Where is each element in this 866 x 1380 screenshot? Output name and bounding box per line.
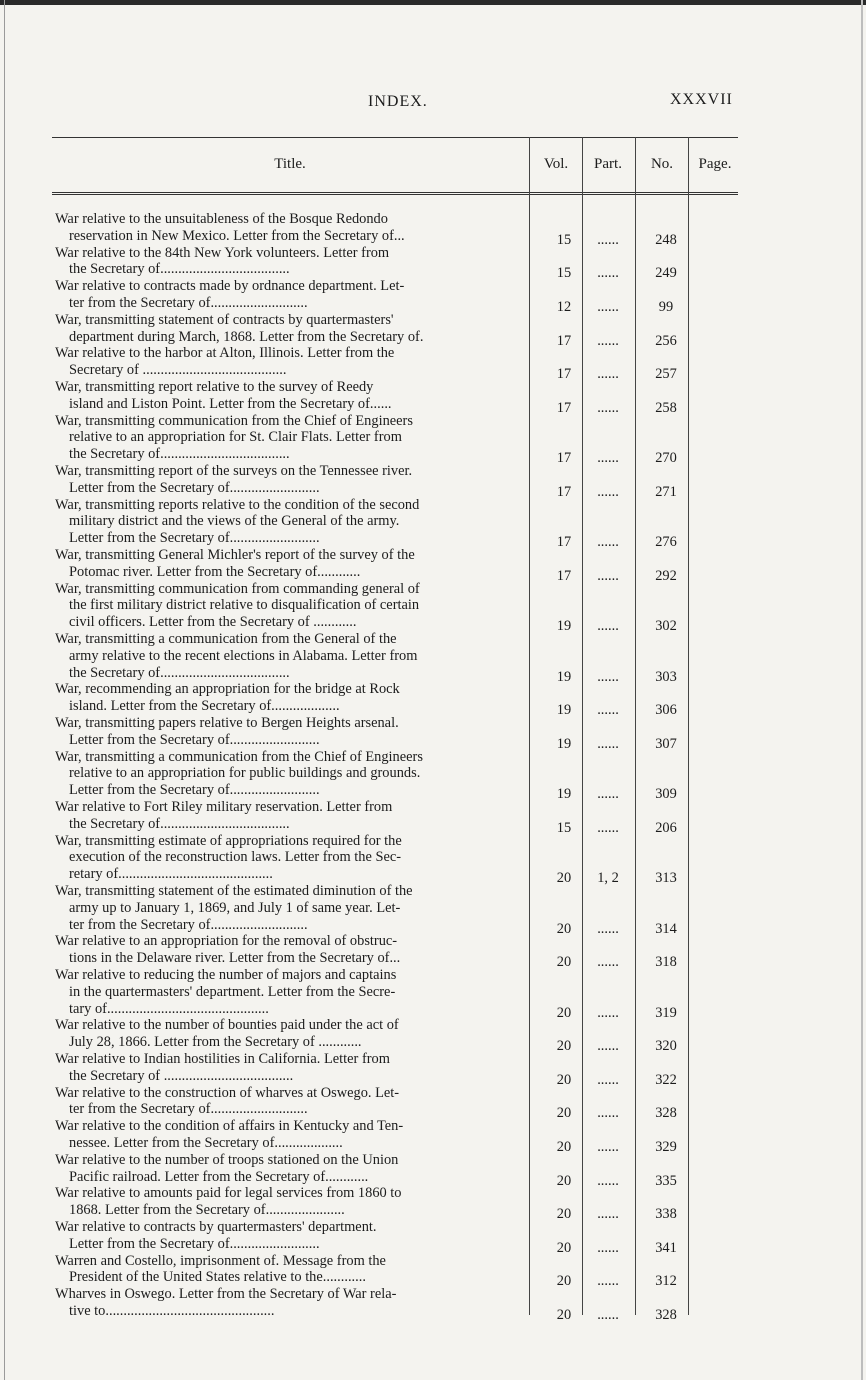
entry-line: execution of the reconstruction laws. Letter from the Sec-: [69, 849, 402, 866]
vol-cell: 20: [556, 870, 572, 887]
vol-cell: 12: [556, 298, 572, 315]
vol-cell: 17: [556, 483, 572, 500]
vol-cell: 19: [556, 702, 572, 719]
entry-title: [55, 1051, 525, 1085]
entry-line: island. Letter from the Secretary of...................: [69, 698, 340, 715]
number-cell: 270: [655, 450, 677, 467]
column-header-part: Part.: [594, 156, 622, 172]
number-cell: 309: [655, 786, 677, 803]
part-cell: ......: [597, 1206, 619, 1223]
number-cell: 206: [655, 819, 677, 836]
entry-line: War relative to contracts made by ordnance department. Let-: [55, 278, 405, 295]
column-header-title: Title.: [274, 156, 306, 172]
vol-cell: 20: [556, 954, 572, 971]
part-cell: ......: [597, 298, 619, 315]
entry-line: 1868. Letter from the Secretary of......................: [69, 1202, 345, 1219]
part-cell: ......: [597, 450, 619, 467]
part-cell: ......: [597, 819, 619, 836]
entry-line: Wharves in Oswego. Letter from the Secretary of War rela-: [55, 1286, 397, 1303]
part-cell: ......: [597, 265, 619, 282]
entry-line: War relative to contracts by quartermasters' department.: [55, 1219, 377, 1235]
vol-cell: 17: [556, 567, 572, 584]
number-cell: 341: [655, 1239, 677, 1256]
part-cell: ......: [597, 702, 619, 719]
column-header-no: No.: [650, 156, 674, 172]
entry-line: civil officers. Letter from the Secretary of ............: [69, 614, 357, 631]
entry-title: [55, 967, 525, 1017]
number-cell: 307: [655, 735, 677, 752]
part-cell: ......: [597, 618, 619, 635]
number-cell: 318: [655, 954, 677, 971]
entry-line: army relative to the recent elections in Alabama. Letter from: [69, 647, 418, 664]
vol-cell: 19: [556, 618, 572, 635]
entry-line: War relative to the harbor at Alton, Illinois. Letter from the: [55, 345, 395, 362]
entry-line: War, transmitting General Michler's report of the survey of the: [55, 547, 415, 563]
number-cell: 319: [655, 1004, 677, 1021]
entry-title: [55, 1253, 525, 1287]
entry-line: military district and the views of the General of the army.: [69, 513, 400, 530]
number-cell: 322: [655, 1071, 677, 1088]
vol-cell: 20: [556, 1206, 572, 1223]
entry-line: War, transmitting communication from the Chief of Engineers: [55, 412, 413, 429]
entry-title: [55, 749, 525, 799]
entry-line: Letter from the Secretary of.........................: [69, 1235, 320, 1252]
entry-line: ter from the Secretary of...........................: [69, 916, 308, 933]
entry-title: [55, 278, 525, 312]
entry-title: [55, 345, 525, 379]
entry-title: [55, 1185, 525, 1219]
part-cell: ......: [597, 1038, 619, 1055]
number-cell: 320: [655, 1038, 677, 1055]
entry-line: War, transmitting estimate of appropriations required for the: [55, 832, 402, 849]
entry-title: [55, 883, 525, 933]
vol-cell: 19: [556, 668, 572, 685]
entry-title: [55, 933, 525, 967]
entry-title: [55, 211, 525, 245]
part-cell: ......: [597, 567, 619, 584]
entry-title: [55, 547, 525, 581]
number-cell: 276: [655, 534, 677, 551]
entry-line: relative to an appropriation for St. Clair Flats. Letter from: [69, 429, 402, 446]
entry-line: ter from the Secretary of...........................: [69, 294, 308, 311]
page-number: XXXVII: [670, 91, 733, 108]
entry-line: War, transmitting report relative to the survey of Reedy: [55, 379, 374, 395]
part-cell: ......: [597, 1105, 619, 1122]
entry-line: island and Liston Point. Letter from the Secretary of......: [69, 395, 392, 412]
vol-cell: 20: [556, 1273, 572, 1290]
number-cell: 302: [655, 618, 677, 635]
entry-line: tary of.............................................: [69, 1000, 269, 1017]
part-cell: ......: [597, 366, 619, 383]
entry-title: [55, 245, 525, 279]
vol-cell: 20: [556, 1105, 572, 1122]
entry-title: [55, 413, 525, 463]
entry-line: in the quartermasters' department. Letter from the Secre-: [69, 983, 396, 1000]
entry-line: War, transmitting statement of contracts by quartermasters': [55, 311, 394, 328]
entry-title: [55, 1152, 525, 1186]
entry-line: President of the United States relative to the............: [69, 1269, 366, 1286]
part-cell: ......: [597, 534, 619, 551]
number-cell: 338: [655, 1206, 677, 1223]
vol-cell: 17: [556, 534, 572, 551]
entry-title: [55, 681, 525, 715]
entry-line: tive to...............................................: [69, 1302, 275, 1319]
vol-cell: 17: [556, 332, 572, 349]
page-top-edge: [0, 0, 866, 5]
vol-cell: 20: [556, 1038, 572, 1055]
entry-line: War, recommending an appropriation for the bridge at Rock: [55, 681, 400, 698]
entry-line: War, transmitting papers relative to Bergen Heights arsenal.: [55, 715, 399, 731]
entry-line: War relative to the number of bounties paid under the act of: [55, 1017, 399, 1034]
entry-line: War relative to Indian hostilities in California. Letter from: [55, 1051, 390, 1067]
column-divider-title-vol: [529, 137, 530, 1315]
entry-line: the Secretary of....................................: [69, 815, 290, 832]
vol-cell: 20: [556, 1138, 572, 1155]
page-right-edge: [861, 0, 863, 1380]
entry-line: War relative to the condition of affairs in Kentucky and Ten-: [55, 1118, 404, 1135]
number-cell: 249: [655, 265, 677, 282]
entry-title: [55, 312, 525, 346]
entry-line: tions in the Delaware river. Letter from the Secretary of...: [69, 950, 401, 967]
entry-line: Secretary of ........................................: [69, 362, 287, 379]
entry-line: War, transmitting a communication from the Chief of Engineers: [55, 748, 423, 765]
entry-line: War relative to the unsuitableness of the Bosque Redondo: [55, 211, 388, 227]
vol-cell: 15: [556, 231, 572, 248]
part-cell: ......: [597, 1138, 619, 1155]
entry-title: [55, 1085, 525, 1119]
entry-line: War, transmitting statement of the estimated diminution of the: [55, 883, 413, 899]
number-cell: 303: [655, 668, 677, 685]
entry-line: War relative to reducing the number of majors and captains: [55, 967, 397, 983]
entry-line: War relative to the 84th New York volunteers. Letter from: [55, 244, 390, 261]
number-cell: 328: [655, 1306, 677, 1323]
vol-cell: 20: [556, 920, 572, 937]
entry-title: [55, 581, 525, 631]
vol-cell: 20: [556, 1239, 572, 1256]
part-cell: ......: [597, 1071, 619, 1088]
column-header-page: Page.: [698, 156, 732, 172]
entry-title: [55, 715, 525, 749]
entry-line: ter from the Secretary of...........................: [69, 1101, 308, 1118]
column-header-vol: Vol.: [543, 156, 569, 172]
number-cell: 335: [655, 1172, 677, 1189]
number-cell: 313: [655, 870, 677, 887]
part-cell: ......: [597, 1306, 619, 1323]
number-cell: 292: [655, 567, 677, 584]
part-cell: ......: [597, 399, 619, 416]
part-cell: ......: [597, 1239, 619, 1256]
entry-line: War relative to the construction of wharves at Oswego. Let-: [55, 1084, 400, 1101]
entry-line: Letter from the Secretary of.........................: [69, 731, 320, 748]
entry-line: War, transmitting a communication from the General of the: [55, 631, 397, 647]
part-cell: ......: [597, 786, 619, 803]
entry-title: [55, 833, 525, 883]
entry-line: the Secretary of ....................................: [69, 1067, 294, 1084]
entry-line: Letter from the Secretary of.........................: [69, 530, 320, 547]
part-cell: ......: [597, 920, 619, 937]
number-cell: 306: [655, 702, 677, 719]
entry-line: Pacific railroad. Letter from the Secretary of............: [69, 1168, 369, 1185]
entry-line: relative to an appropriation for public buildings and grounds.: [69, 765, 421, 782]
vol-cell: 20: [556, 1071, 572, 1088]
entry-line: War relative to Fort Riley military reservation. Letter from: [55, 799, 393, 815]
entry-line: War, transmitting communication from commanding general of: [55, 580, 420, 597]
entry-title: [55, 1219, 525, 1253]
part-cell: 1, 2: [597, 870, 619, 887]
running-header-title: INDEX.: [368, 93, 428, 110]
entry-line: War, transmitting reports relative to the condition of the second: [55, 496, 420, 513]
entry-line: reservation in New Mexico. Letter from the Secretary of...: [69, 227, 405, 244]
vol-cell: 17: [556, 399, 572, 416]
entry-line: Potomac river. Letter from the Secretary of............: [69, 563, 361, 580]
entry-title: [55, 1017, 525, 1051]
number-cell: 312: [655, 1273, 677, 1290]
column-divider-part-no: [635, 137, 636, 1315]
part-cell: ......: [597, 231, 619, 248]
part-cell: ......: [597, 954, 619, 971]
number-cell: 99: [658, 298, 674, 315]
vol-cell: 19: [556, 735, 572, 752]
number-cell: 256: [655, 332, 677, 349]
entry-line: Letter from the Secretary of.........................: [69, 782, 320, 799]
entry-title: [55, 463, 525, 497]
entry-line: War relative to an appropriation for the removal of obstruc-: [55, 933, 398, 950]
entry-line: retary of...........................................: [69, 866, 273, 883]
entry-line: the Secretary of....................................: [69, 261, 290, 278]
part-cell: ......: [597, 332, 619, 349]
number-cell: 329: [655, 1138, 677, 1155]
entry-line: War, transmitting report of the surveys on the Tennessee river.: [55, 463, 413, 479]
number-cell: 271: [655, 483, 677, 500]
number-cell: 328: [655, 1105, 677, 1122]
vol-cell: 20: [556, 1004, 572, 1021]
number-cell: 248: [655, 231, 677, 248]
entry-line: the first military district relative to disqualification of certain: [69, 597, 420, 614]
vol-cell: 15: [556, 819, 572, 836]
part-cell: ......: [597, 1172, 619, 1189]
vol-cell: 19: [556, 786, 572, 803]
page-left-edge: [4, 0, 5, 1380]
entry-line: army up to January 1, 1869, and July 1 of same year. Let-: [69, 899, 401, 916]
entry-line: Letter from the Secretary of.........................: [69, 479, 320, 496]
entry-line: Warren and Costello, imprisonment of. Message from the: [55, 1252, 386, 1269]
entry-line: nessee. Letter from the Secretary of...................: [69, 1134, 343, 1151]
part-cell: ......: [597, 668, 619, 685]
vol-cell: 20: [556, 1172, 572, 1189]
number-cell: 258: [655, 399, 677, 416]
entry-line: the Secretary of....................................: [69, 664, 290, 681]
entry-line: department during March, 1868. Letter from the Secretary of.: [69, 328, 424, 345]
entry-line: War relative to amounts paid for legal services from 1860 to: [55, 1185, 402, 1202]
part-cell: ......: [597, 735, 619, 752]
entry-title: [55, 497, 525, 547]
entry-title: [55, 799, 525, 833]
vol-cell: 17: [556, 366, 572, 383]
entry-line: the Secretary of....................................: [69, 446, 290, 463]
vol-cell: 17: [556, 450, 572, 467]
number-cell: 257: [655, 366, 677, 383]
entry-title: [55, 379, 525, 413]
entry-title: [55, 631, 525, 681]
entry-title: [55, 1286, 525, 1320]
part-cell: ......: [597, 483, 619, 500]
vol-cell: 15: [556, 265, 572, 282]
vol-cell: 20: [556, 1306, 572, 1323]
entry-title: [55, 1118, 525, 1152]
part-cell: ......: [597, 1273, 619, 1290]
part-cell: ......: [597, 1004, 619, 1021]
entry-line: War relative to the number of troops stationed on the Union: [55, 1151, 399, 1168]
number-cell: 314: [655, 920, 677, 937]
entry-line: July 28, 1866. Letter from the Secretary of ............: [69, 1034, 362, 1051]
